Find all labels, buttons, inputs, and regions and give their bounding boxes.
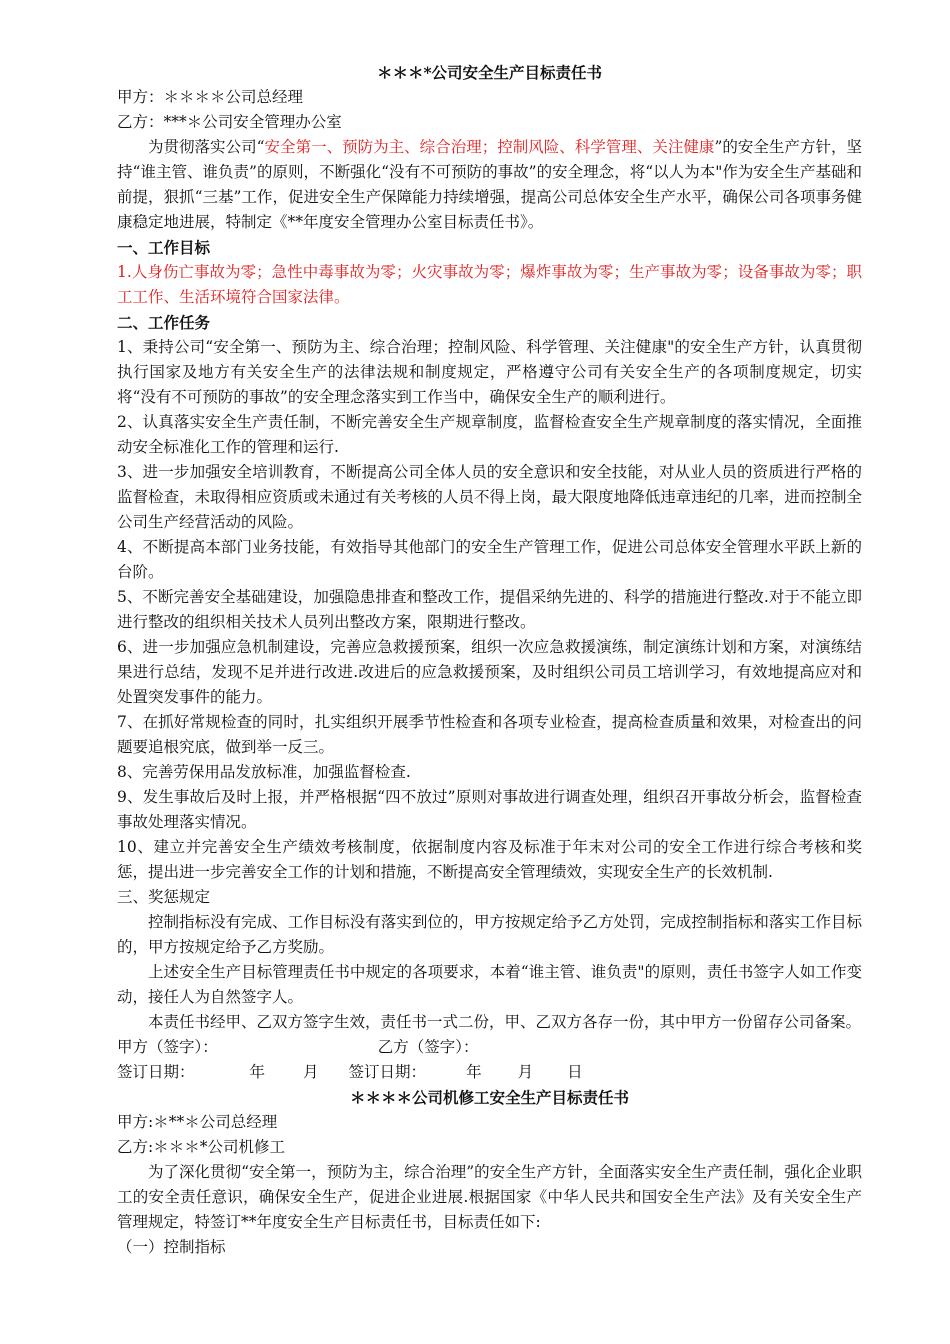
doc1-party-a: 甲方：＊＊＊＊公司总经理 [117,88,304,106]
task-item: 2、认真落实安全生产责任制，不断完善安全生产规章制度，监督检查安全生产规章制度的落实情况，全面推动安全标准化工作的管理和运行. [117,413,862,456]
signing-date-line [117,1060,862,1085]
signature-party-a: 甲方（签字）： [117,1038,218,1056]
doc2-party-b: 乙方:＊＊＊*公司机修工 [117,1138,285,1156]
reward-paragraph: 控制指标没有完成、工作目标没有落实到位的，甲方按规定给予乙方处罚，完成控制指标和落实工作目标的，甲方按规定给予乙方奖励。 [117,913,862,956]
section-rewards: 三、奖惩规定 [117,888,211,906]
doc1-intro-red: 安全第一、预防为主、综合治理；控制风险、科学管理、关注健康 [264,138,715,156]
section-work-tasks: 二、工作任务 [117,313,211,332]
task-item: 9、发生事故后及时上报，并严格根据“四不放过”原则对事故进行调查处理，组织召开事故分析会，监督检查事故处理落实情况。 [117,788,862,831]
date-year-a: 年 [249,1063,266,1081]
date-year-b: 年 [466,1063,482,1081]
signing-date-label-a: 签订日期： [117,1063,195,1081]
date-month-a: 月 [303,1063,319,1081]
task-item: 6、进一步加强应急机制建设，完善应急救援预案，组织一次应急救援演练，制定演练计划和方案，对演练结果进行总结，发现不足并进行改进.改进后的应急救援预案，及时组织公司员工培训学习，有效地提高应对和处置突发事件的能力。 [117,638,862,706]
reward-paragraph: 上述安全生产目标管理责任书中规定的各项要求，本着“谁主管、谁负责"的原则，责任书签字人如工作变动，接任人为自然签字人。 [117,963,862,1006]
task-item: 4、不断提高本部门业务技能，有效指导其他部门的安全生产管理工作，促进公司总体安全管理水平跃上新的台阶。 [117,538,862,581]
task-item: 7、在抓好常规检查的同时，扎实组织开展季节性检查和各项专业检查，提高检查质量和效果，对检查出的问题要追根究底，做到举一反三。 [117,713,862,756]
section-work-goals: 一、工作目标 [117,238,211,257]
reward-paragraph: 本责任书经甲、乙双方签字生效，责任书一式二份，甲、乙双方各存一份，其中甲方一份留存公司备案。 [148,1013,862,1031]
document-page [117,60,862,1260]
doc2-intro: 为了深化贯彻“安全第一，预防为主，综合治理”的安全生产方针，全面落实安全生产责任制，强化企业职工的安全责任意识，确保安全生产，促进企业进展.根据国家《中华人民共和国安全生产法》及有关安全生产管理规定，特签订**年度安全生产目标责任书，目标责任如下: [117,1163,862,1231]
doc1-title: ＊＊＊*公司安全生产目标责任书 [376,63,603,82]
signing-date-label-b: 签订日期： [348,1063,427,1081]
doc1-intro-before: 为贯彻落实公司“ [148,138,265,156]
task-item: 8、完善劳保用品发放标准，加强监督检查. [117,763,411,781]
doc2-party-a: 甲方:＊**＊公司总经理 [117,1113,278,1131]
doc1-party-b: 乙方：***＊公司安全管理办公室 [117,113,342,131]
signature-party-b: 乙方（签字）： [377,1038,479,1056]
signature-line [117,1035,862,1060]
task-item: 1、秉持公司“安全第一、预防为主、综合治理；控制风险、科学管理、关注健康"的安全生产方针，认真贯彻执行国家及地方有关安全生产的法律法规和制度规定，严格遵守公司有关安全生产的各项制度规定，切实将“没有不可预防的事故”的安全理念落实到工作当中，确保安全生产的顺利进行。 [117,338,862,406]
work-goals-text: 1.人身伤亡事故为零；急性中毒事故为零；火灾事故为零；爆炸事故为零；生产事故为零；设备事故为零；职工工作、生活环境符合国家法律。 [117,263,862,306]
task-item: 10、建立并完善安全生产绩效考核制度，依据制度内容及标准于年末对公司的安全工作进行综合考核和奖惩，提出进一步完善安全工作的计划和措施，不断提高安全管理绩效，实现安全生产的长效机制. [117,838,862,881]
doc2-title: ＊＊＊＊公司机修工安全生产目标责任书 [349,1088,629,1107]
date-day-b: 日 [567,1063,583,1081]
doc2-subsection-control-indicators: （一）控制指标 [117,1238,226,1256]
task-item: 5、不断完善安全基础建设，加强隐患排查和整改工作，提倡采纳先进的、科学的措施进行整改.对于不能立即进行整改的组织相关技术人员列出整改方案，限期进行整改。 [117,588,862,631]
task-item: 3、进一步加强安全培训教育，不断提高公司全体人员的安全意识和安全技能，对从业人员的资质进行严格的监督检查，未取得相应资质或未通过有关考核的人员不得上岗，最大限度地降低违章违纪的几率，进而控制全公司生产经营活动的风险。 [117,463,862,531]
date-month-b: 月 [517,1063,534,1081]
doc1-intro-after: ”的安全生产方针，坚持“谁主管、谁负责”的原则，不断强化“没有不可预防的事故”的安全理念，将“以人为本"作为安全生产基础和前提，狠抓“三基”工作，促进安全生产保障能力持续增强，提高公司总体安全生产水平，确保公司各项事务健康稳定地进展，特制定《**年度安全管理办公室目标责任书》。 [117,138,862,231]
doc1-intro [117,135,862,235]
